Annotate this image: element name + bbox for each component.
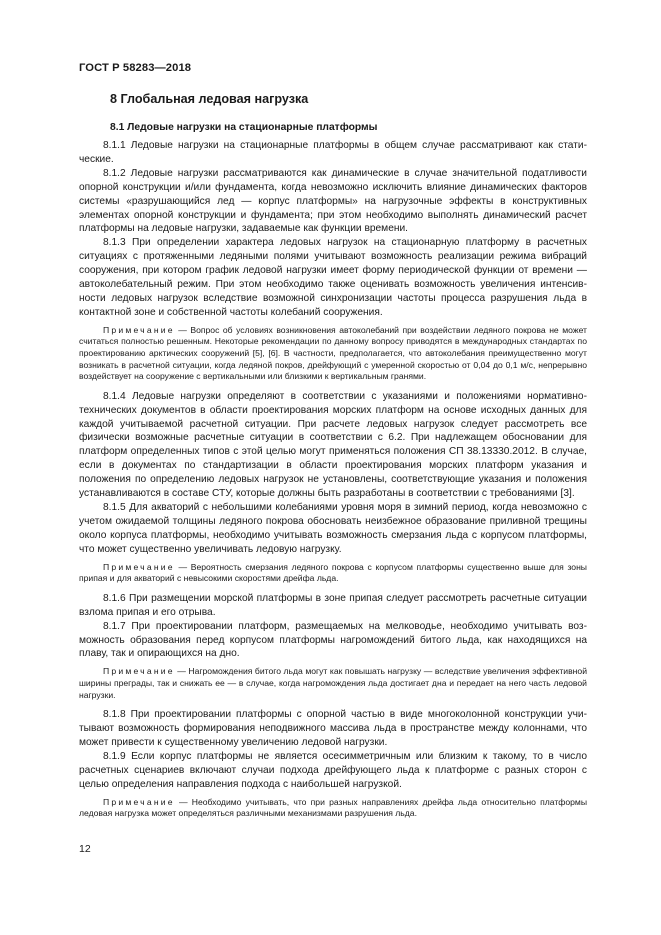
document-header: ГОСТ Р 58283—2018 xyxy=(79,62,192,74)
note-text: — Необходимо учитывать, что при разных направлениях дрейфа льда относительно платформы ледовая нагрузка может определяться различными механизмами разрушения льда. xyxy=(79,796,587,819)
note-text: — Нагромождения битого льда могут как повышать нагрузку — вследствие увеличения эффективной ширины преграды, так и снижать ее — в случае, когда нагромождения льда достигает дна и передает на него часть ледовой нагрузки. xyxy=(79,666,587,700)
paragraph-8-1-6: 8.1.6 При размещении морской платформы в зоне припая следует рассмотреть расчетные ситуации взлома припая и его отрыва. xyxy=(79,592,587,618)
paragraph-8-1-8: 8.1.8 При проектировании платформы с опорной частью в виде многоколонной конструкции учитывают возможность формирования неподвижного массива льда в пространстве между колоннами, что может привести к существенному увеличению ледовой нагрузки. xyxy=(79,709,587,748)
subsection-title: 8.1 Ледовые нагрузки на стационарные платформы xyxy=(110,122,378,133)
note-text: — Вероятность смерзания ледяного покрова с корпусом платформы существенно выше для зоны припая и для акваторий с невысокими скоростями дрейфа льда. xyxy=(79,561,587,584)
paragraph-8-1-9: 8.1.9 Если корпус платформы не является осесимметричным или близким к такому, то в число расчетных сценариев включают случаи подхода дрейфующего льда к платформе с разных сторон с целью определения направления подхода с наибольшей нагрузкой. xyxy=(79,750,587,790)
paragraph-8-1-2: 8.1.2 Ледовые нагрузки рассматриваются как динамические в случае значительной податливости опорной конструкции и/или фундамента, когда невозможно исключить влияние динамических факторов системы «разрушающийся лед — корпус платформы» на нагрузочные эффекты в конструктивных элементах опорной конструкции и фундамента; при этом необходимо выполнять динамический расчет платформы на ледовые нагрузки, задаваемые как функции времени. xyxy=(79,167,587,235)
note-label: Примечание xyxy=(103,666,175,677)
note-freezing xyxy=(79,562,587,585)
note-label: Примечание xyxy=(103,561,175,572)
note-text: — Вопрос об условиях возникновения автоколебаний при воздействии ледяного покрова не может считаться полностью решенным. Некоторые рекомендации по данному вопросу приводятся в международных стандартах по проектированию арктических сооружений [5], [6]. В частности, предполагается, что автоколебания преимущественно могут возникать в расчетной ситуации, когда ледяной покров, дрейфующий с умеренной скоростью от 0,04 до 0,1 м/с, непрерывно воздействует на сооружение с вертикальными или близкими к вертикальным гранями. xyxy=(79,324,587,382)
paragraph-8-1-4: 8.1.4 Ледовые нагрузки определяют в соответствии с указаниями и положениями нормативно-технических документов в области проектирования морских платформ на основе исходных данных для каждой учитываемой расчетной ситуации. При расчете ледовых нагрузок следует рассмотреть все физически возможные расчетные ситуации в соответствии с 6.2. При надлежащем обосновании для платформ определенных типов с этой целью могут применяться положения СП 38.13330.2012. В случае, если в документах по стандартизации в области проектирования морских платформ указания и положения по определению ледовых нагрузок не установлены, соответствующие указания и положения устанавливаются в составе СТУ, которые должны быть разработаны в соответствии с требованиями [3]. xyxy=(79,390,587,500)
note-drift-direction xyxy=(79,797,587,820)
main-content xyxy=(79,92,587,827)
note-label: Примечание xyxy=(103,796,175,807)
note-label: Примечание xyxy=(103,324,175,335)
paragraph-8-1-1: 8.1.1 Ледовые нагрузки на стационарные платформы в общем случае рассматривают как статические. xyxy=(79,140,587,165)
paragraph-8-1-5: 8.1.5 Для акваторий с небольшими колебаниями уровня моря в зимний период, когда невозможно с учетом ожидаемой толщины ледяного покрова обосновать неизбежное образование приливной трещины около корпуса платформы, необходимо учитывать возможность смерзания льда с корпусом платформы, что может существенно увеличивать ледовую нагрузку. xyxy=(79,502,587,555)
note-autooscillation xyxy=(79,325,587,383)
page-number: 12 xyxy=(79,843,91,855)
note-rubble xyxy=(79,666,587,701)
paragraph-8-1-7: 8.1.7 При проектировании платформ, размещаемых на мелководье, необходимо учитывать возможность образования перед корпусом платформы нагромождений битого льда, как находящихся на плаву, так и опирающихся на дно. xyxy=(79,620,587,660)
paragraph-8-1-3: 8.1.3 При определении характера ледовых нагрузок на стационарную платформу в расчетных ситуациях с протяженными ледяными полями учитывают возможность реализации режима вибраций сооружения, при котором график ледовой нагрузки имеет форму периодической функции от времени — автоколебательный режим. При этом необходимо также оценивать возможность увеличения интенсивности ледовых нагрузок вследствие возможной синхронизации частоты процесса разрушения льда в контактной зоне и собственной частоты колебаний сооружения. xyxy=(79,237,587,318)
section-title: 8 Глобальная ледовая нагрузка xyxy=(110,92,309,106)
